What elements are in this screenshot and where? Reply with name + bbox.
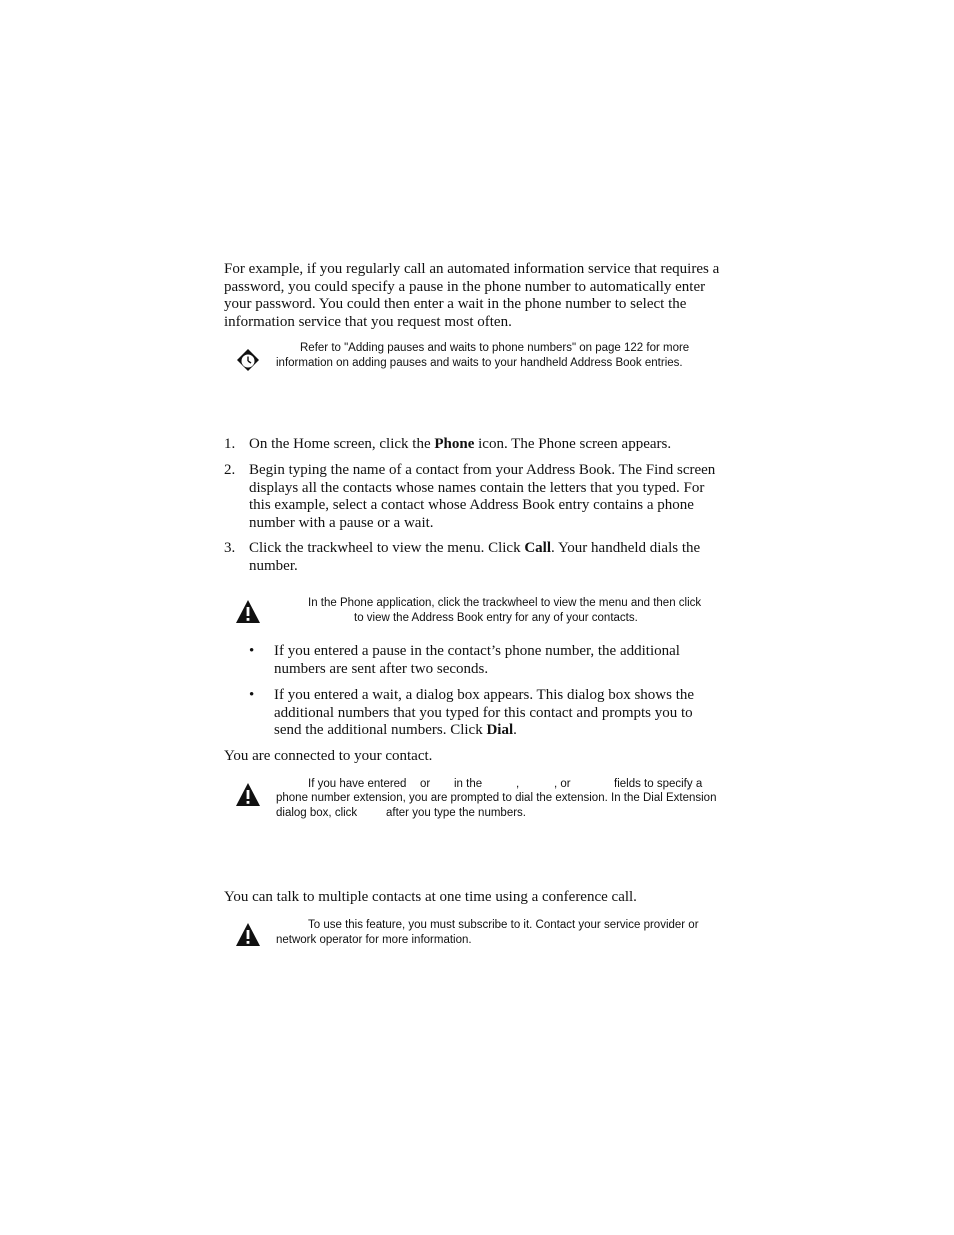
warning-note-subscribe <box>224 918 744 952</box>
bullet-dot: • <box>249 643 255 659</box>
step-text: On the Home screen, click the Phone icon. The Phone screen appears. <box>249 436 672 452</box>
extension-note-text: dialog box, click <box>276 807 358 819</box>
extension-note-text: , <box>516 778 520 790</box>
step-number: 2. <box>224 462 236 478</box>
warning-icon <box>235 599 261 625</box>
bullet-text: If you entered a pause in the contact’s phone number, the additional numbers are sent after two seconds. <box>274 643 680 677</box>
bullet-text: If you entered a wait, a dialog box appears. This dialog box shows the additional numbers that you typed for this contact and prompts you to send the additional numbers. Click Dial. <box>274 687 695 738</box>
clock-tip-icon <box>235 347 261 373</box>
conference-text: You can talk to multiple contacts at one time using a conference call. <box>224 889 637 905</box>
warning-note-line-2: to view the Address Book entry for any of your contacts. <box>354 612 638 624</box>
extension-note-line-2: phone number extension, you are prompted to dial the extension. In the Dial Extension <box>276 792 717 804</box>
warning-note-extension <box>224 777 744 825</box>
tip-note-line-2: information on adding pauses and waits to your handheld Address Book entries. <box>276 357 683 369</box>
bullet-dot: • <box>249 687 255 703</box>
extension-note-text: in the <box>454 778 483 790</box>
warning-icon <box>235 782 261 808</box>
extension-note-text: or <box>420 778 431 790</box>
step-number: 1. <box>224 436 236 452</box>
tip-note-line-1: Refer to "Adding pauses and waits to phone numbers" on page 122 for more <box>300 342 690 354</box>
warning-note-phone-menu <box>224 596 744 630</box>
extension-note-text: If you have entered <box>308 778 407 790</box>
extension-note-text: fields to specify a <box>614 778 703 790</box>
connected-text: You are connected to your contact. <box>224 748 433 764</box>
step-text: Begin typing the name of a contact from your Address Book. The Find screen displays all the contacts whose names contain the letters that you typed. For this example, select a contact whose Address Book entry contains a phone number with a pause or a wait. <box>249 462 716 531</box>
intro-paragraph: For example, if you regularly call an automated information service that requires a password, you could specify a pause in the phone number to automatically enter your password. You could then enter a wait in the phone number to select the information service that you request most often. <box>224 261 720 330</box>
tip-note <box>224 341 744 375</box>
warning-icon <box>235 922 261 948</box>
warning-note-line-1: In the Phone application, click the trackwheel to view the menu and then click <box>308 597 702 609</box>
step-number: 3. <box>224 540 236 556</box>
step-text: Click the trackwheel to view the menu. Click Call. Your handheld dials the number. <box>249 540 701 574</box>
extension-note-text: , or <box>554 778 571 790</box>
extension-note-text: after you type the numbers. <box>386 807 526 819</box>
subscribe-note-line-2: network operator for more information. <box>276 934 472 946</box>
subscribe-note-line-1: To use this feature, you must subscribe to it. Contact your service provider or <box>308 919 699 931</box>
